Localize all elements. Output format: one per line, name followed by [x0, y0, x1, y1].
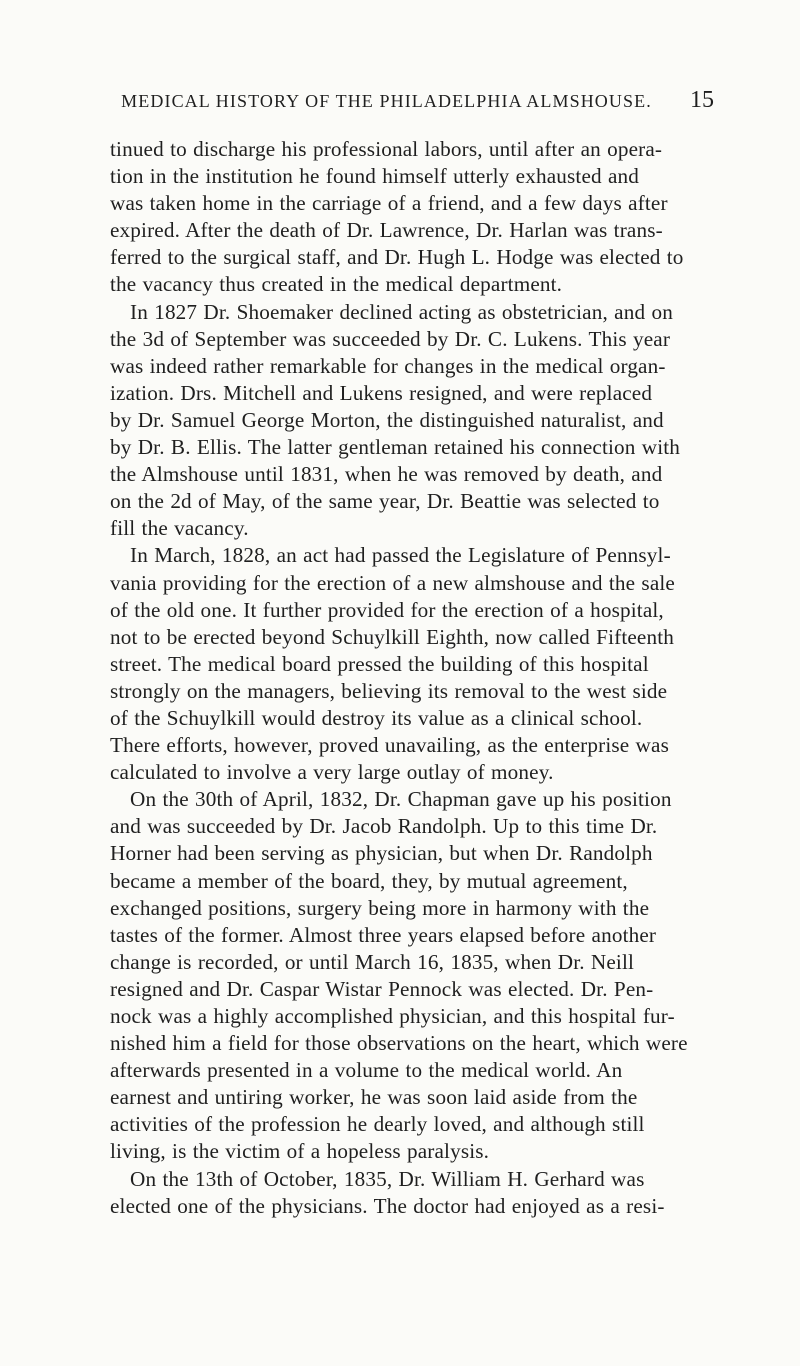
text-line: earnest and untiring worker, he was soon laid aside from the	[110, 1085, 638, 1110]
text-line: afterwards presented in a volume to the medical world. An	[110, 1058, 623, 1083]
paragraph-start-line: In 1827 Dr. Shoemaker declined acting as obstetrician, and on	[130, 299, 673, 324]
text-line: by Dr. B. Ellis. The latter gentleman retained his connection with	[110, 435, 681, 460]
running-title: MEDICAL HISTORY OF THE PHILADELPHIA ALMSHOUSE.	[121, 91, 652, 111]
text-line: tastes of the former. Almost three years elapsed before another	[110, 922, 657, 947]
text-line: activities of the profession he dearly loved, and although still	[110, 1112, 645, 1137]
text-line: ferred to the surgical staff, and Dr. Hugh L. Hodge was elected to	[110, 245, 684, 270]
page-number: 15	[690, 87, 714, 113]
text-line: on the 2d of May, of the same year, Dr. Beattie was selected to	[110, 489, 660, 514]
text-line: the 3d of September was succeeded by Dr. C. Lukens. This year	[110, 326, 671, 351]
text-line: nock was a highly accomplished physician, and this hospital fur-	[110, 1004, 675, 1028]
text-line: by Dr. Samuel George Morton, the distinguished naturalist, and	[110, 407, 664, 432]
text-line: calculated to involve a very large outlay of money.	[110, 760, 554, 785]
text-line: was indeed rather remarkable for changes in the medical organ-	[110, 353, 666, 378]
text-line: fill the vacancy.	[110, 516, 249, 541]
text-line: resigned and Dr. Caspar Wistar Pennock was elected. Dr. Pen-	[110, 976, 654, 1001]
running-header	[85, 86, 714, 114]
text-line: was taken home in the carriage of a friend, and a few days after	[110, 191, 668, 216]
text-line: became a member of the board, they, by mutual agreement,	[110, 868, 628, 893]
text-line: There efforts, however, proved unavailing, as the enterprise was	[110, 733, 669, 758]
text-line: the Almshouse until 1831, when he was removed by death, and	[110, 462, 663, 487]
text-line: Horner had been serving as physician, but when Dr. Randolph	[110, 841, 653, 866]
text-line: the vacancy thus created in the medical department.	[110, 272, 563, 297]
text-line: vania providing for the erection of a new almshouse and the sale	[110, 570, 675, 595]
text-line: street. The medical board pressed the building of this hospital	[110, 651, 649, 676]
text-line: and was succeeded by Dr. Jacob Randolph. Up to this time Dr.	[110, 814, 658, 839]
paragraph-start-line: In March, 1828, an act had passed the Legislature of Pennsyl-	[130, 543, 671, 568]
body-text	[110, 136, 710, 1220]
text-line: strongly on the managers, believing its removal to the west side	[110, 678, 668, 703]
text-line: living, is the victim of a hopeless paralysis.	[110, 1139, 490, 1164]
text-line: tinued to discharge his professional labors, until after an opera-	[110, 137, 663, 161]
text-line: elected one of the physicians. The doctor had enjoyed as a resi-	[110, 1193, 665, 1218]
text-line: exchanged positions, surgery being more in harmony with the	[110, 895, 650, 920]
paragraph-start-line: On the 13th of October, 1835, Dr. William H. Gerhard was	[130, 1166, 645, 1191]
text-line: change is recorded, or until March 16, 1835, when Dr. Neill	[110, 949, 635, 974]
text-line: expired. After the death of Dr. Lawrence, Dr. Harlan was trans-	[110, 218, 663, 243]
text-line: ization. Drs. Mitchell and Lukens resigned, and were replaced	[110, 380, 653, 405]
paragraph-start-line: On the 30th of April, 1832, Dr. Chapman gave up his position	[130, 787, 672, 812]
text-line: nished him a field for those observations on the heart, which were	[110, 1031, 688, 1056]
text-line: of the Schuylkill would destroy its value as a clinical school.	[110, 705, 643, 730]
text-line: tion in the institution he found himself utterly exhausted and	[110, 164, 640, 189]
text-line: not to be erected beyond Schuylkill Eighth, now called Fifteenth	[110, 624, 675, 649]
text-line: of the old one. It further provided for the erection of a hospital,	[110, 597, 664, 622]
